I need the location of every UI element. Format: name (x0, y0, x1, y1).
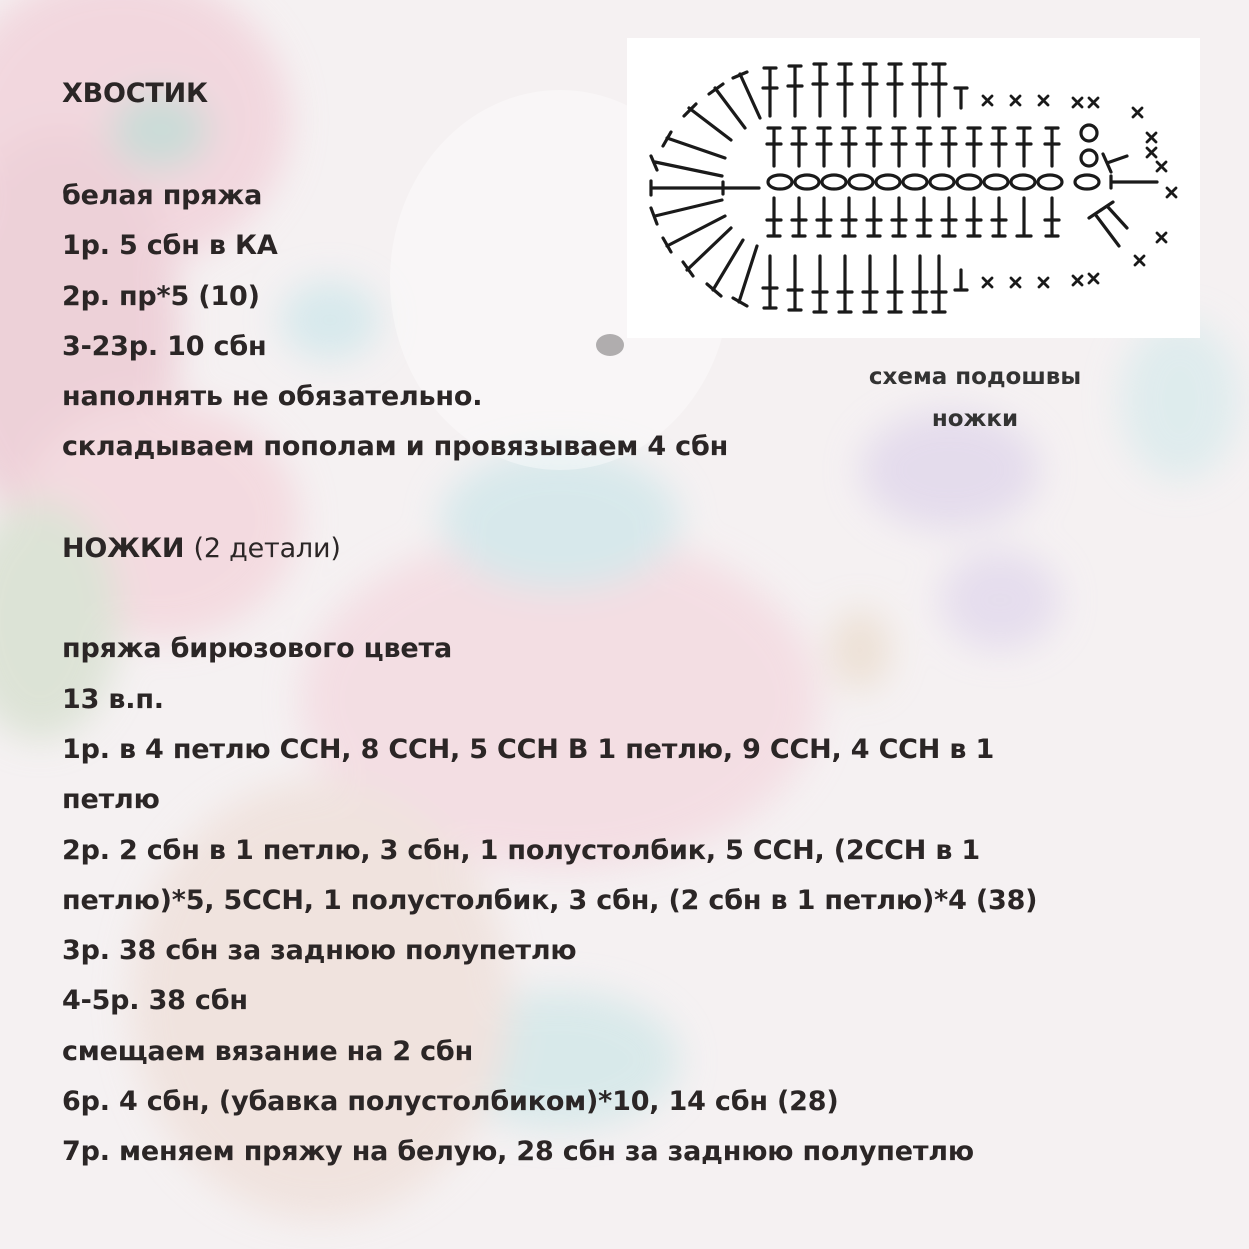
legs-line: 4-5р. 38 сбн (62, 985, 248, 1016)
outer-lower-stitches (763, 256, 967, 312)
inner-lower-stitches (767, 198, 1059, 236)
tail-line: 2р. пр*5 (10) (62, 281, 260, 312)
tail-title: ХВОСТИК (62, 78, 208, 109)
legs-line: 7р. меняем пряжу на белую, 28 сбн за заднюю полупетлю (62, 1136, 974, 1167)
legs-line: пряжа бирюзового цвета (62, 633, 452, 664)
legs-title-row (62, 533, 341, 564)
legs-line: 3р. 38 сбн за заднюю полупетлю (62, 935, 577, 966)
chain-row (768, 125, 1099, 189)
legs-line: петлю (62, 784, 160, 815)
legs-line: смещаем вязание на 2 сбн (62, 1036, 474, 1067)
tail-line: белая пряжа (62, 180, 263, 211)
left-end-stitches (651, 156, 759, 306)
legs-line: 6р. 4 сбн, (убавка полустолбиком)*10, 14 сбн (28) (62, 1086, 839, 1117)
legs-line: 13 в.п. (62, 684, 164, 715)
sole-chart-symbols (627, 38, 1200, 338)
tail-line: складываем пополам и провязываем 4 сбн (62, 431, 729, 462)
legs-line: 2р. 2 сбн в 1 петлю, 3 сбн, 1 полустолбик, 5 ССН, (2ССН в 1 (62, 835, 980, 866)
tail-line: 1р. 5 сбн в КА (62, 230, 278, 261)
sole-scheme-diagram (627, 38, 1200, 338)
legs-line: 1р. в 4 петлю ССН, 8 ССН, 5 ССН В 1 петлю, 9 ССН, 4 ССН в 1 (62, 734, 995, 765)
right-end-stitches (1089, 154, 1157, 246)
tail-line: 3-23р. 10 сбн (62, 331, 267, 362)
legs-title-note: (2 детали) (193, 533, 341, 564)
single-crochet-marks (983, 96, 1176, 287)
legs-title: НОЖКИ (62, 533, 185, 564)
scheme-caption-line2: ножки (931, 406, 1019, 432)
inner-upper-stitches (767, 128, 1059, 166)
legs-line: петлю)*5, 5ССН, 1 полустолбик, 3 сбн, (2 сбн в 1 петлю)*4 (38) (62, 885, 1038, 916)
tail-line: наполнять не обязательно. (62, 381, 483, 412)
scheme-caption-line1: схема подошвы (868, 364, 1082, 390)
